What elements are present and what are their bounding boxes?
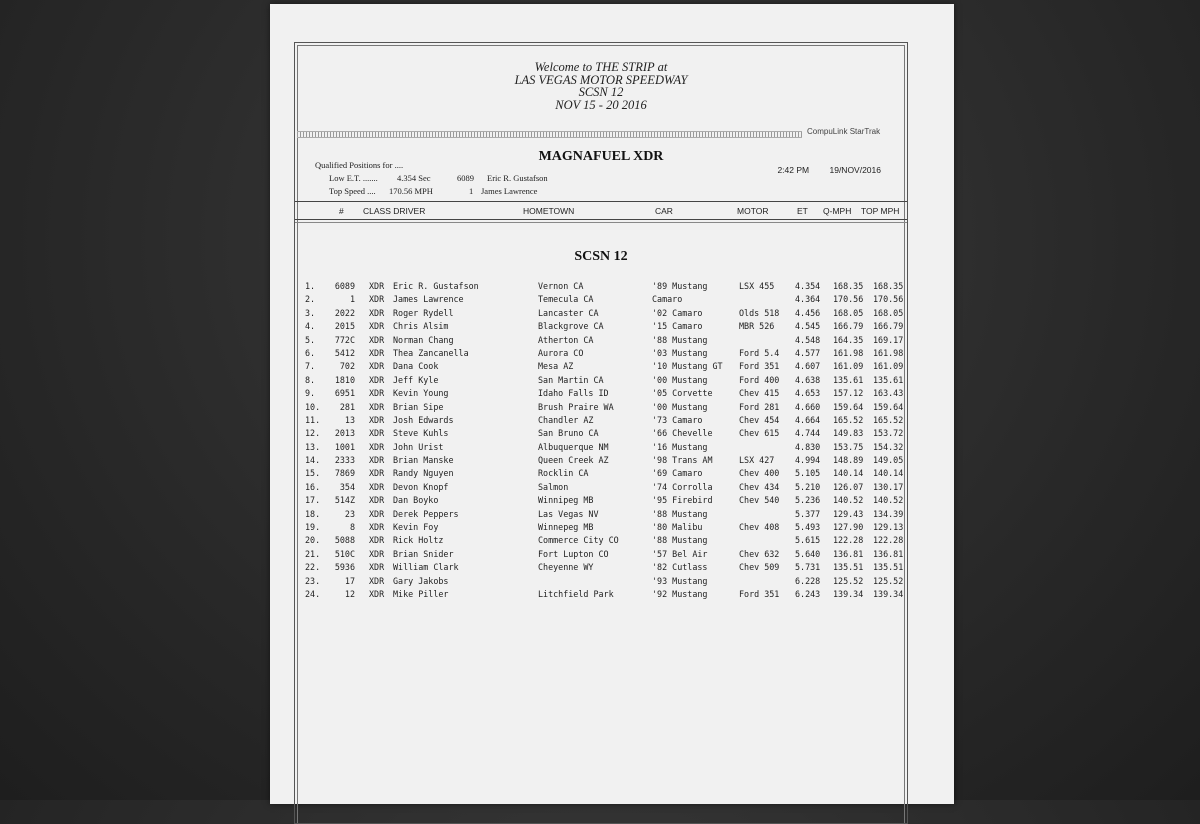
car-number-cell: 1001 <box>334 441 355 452</box>
sheet-frame <box>294 42 908 824</box>
car-number-cell: 1 <box>349 294 355 305</box>
class-cell: XDR <box>369 441 385 452</box>
qmph-cell: 122.28 <box>833 535 864 546</box>
car-cell: '92 Mustang <box>652 588 708 599</box>
qmph-cell: 139.34 <box>833 588 864 599</box>
class-cell: XDR <box>369 307 385 318</box>
header-rule <box>295 219 907 220</box>
position-cell: 11. <box>305 414 321 425</box>
position-cell: 20. <box>305 535 321 546</box>
hometown-cell: Fort Lupton CO <box>538 548 609 559</box>
topmph-cell: 161.09 <box>873 361 904 372</box>
col-header-car: CAR <box>655 206 673 216</box>
et-cell: 4.545 <box>795 321 821 332</box>
topmph-cell: 149.05 <box>873 455 904 466</box>
motor-cell: Ford 281 <box>739 401 780 412</box>
et-cell: 6.228 <box>795 575 821 586</box>
car-cell: '66 Chevelle <box>652 428 713 439</box>
topmph-cell: 135.61 <box>873 374 904 385</box>
section-title: SCSN 12 <box>574 249 628 264</box>
qmph-cell: 164.35 <box>833 334 864 345</box>
class-cell: XDR <box>369 281 385 291</box>
driver-cell: Jeff Kyle <box>393 374 439 385</box>
et-cell: 4.364 <box>795 294 821 305</box>
topmph-cell: 130.17 <box>873 481 904 492</box>
col-header-hometown: HOMETOWN <box>523 206 575 216</box>
table-row <box>295 589 907 602</box>
table-row <box>295 294 907 307</box>
position-cell: 8. <box>305 374 316 385</box>
topmph-cell: 135.51 <box>873 562 904 573</box>
hometown-cell: Temecula CA <box>538 294 594 305</box>
motor-cell: Ford 351 <box>739 588 780 599</box>
driver-cell: Brian Snider <box>393 548 454 559</box>
driver-cell: John Urist <box>393 441 444 452</box>
et-cell: 4.664 <box>795 414 821 425</box>
car-number-cell: 702 <box>339 361 355 372</box>
qmph-cell: 148.89 <box>833 455 864 466</box>
qmph-cell: 170.56 <box>833 294 864 305</box>
class-cell: XDR <box>369 535 385 546</box>
hometown-cell: Atherton CA <box>538 334 594 345</box>
driver-cell: Brian Manske <box>393 455 454 466</box>
driver-cell: Derek Peppers <box>393 508 459 519</box>
car-number-cell: 23 <box>344 508 355 519</box>
position-cell: 19. <box>305 522 321 533</box>
car-number-cell: 2333 <box>334 455 355 466</box>
table-row <box>295 442 907 455</box>
hometown-cell: Litchfield Park <box>538 588 614 599</box>
hometown-cell: Blackgrove CA <box>538 321 604 332</box>
car-cell: '89 Mustang <box>652 281 708 291</box>
car-number-cell: 17 <box>344 575 355 586</box>
driver-cell: Rick Holtz <box>393 535 444 546</box>
car-cell: '69 Camaro <box>652 468 703 479</box>
et-cell: 4.638 <box>795 374 821 385</box>
motor-cell: Chev 509 <box>739 562 780 573</box>
dotted-divider <box>297 131 802 138</box>
topmph-cell: 134.39 <box>873 508 904 519</box>
car-number-cell: 2022 <box>334 307 355 318</box>
col-header-topmph: TOP MPH <box>861 206 900 216</box>
motor-cell: MBR 526 <box>739 321 775 332</box>
hometown-cell: Winnepeg MB <box>538 522 594 533</box>
car-number-cell: 514Z <box>334 495 355 506</box>
position-cell: 3. <box>305 307 316 318</box>
motor-cell: Ford 400 <box>739 374 780 385</box>
et-cell: 4.744 <box>795 428 821 439</box>
table-row <box>295 562 907 575</box>
table-row <box>295 402 907 415</box>
motor-cell: LSX 427 <box>739 455 775 466</box>
class-cell: XDR <box>369 334 385 345</box>
topmph-cell: 168.05 <box>873 307 904 318</box>
car-cell: '15 Camaro <box>652 321 703 332</box>
et-cell: 5.640 <box>795 548 821 559</box>
qmph-cell: 135.51 <box>833 562 864 573</box>
hometown-cell: San Martin CA <box>538 374 604 385</box>
low-et-label: Low E.T. ....... <box>329 173 378 183</box>
hometown-cell: San Bruno CA <box>538 428 599 439</box>
motor-cell: Chev 454 <box>739 414 780 425</box>
car-number-cell: 281 <box>339 401 355 412</box>
motor-cell: Chev 400 <box>739 468 780 479</box>
class-cell: XDR <box>369 414 385 425</box>
topmph-cell: 129.13 <box>873 522 904 533</box>
class-cell: XDR <box>369 374 385 385</box>
col-header-class-driver: CLASS DRIVER <box>363 206 426 216</box>
class-cell: XDR <box>369 468 385 479</box>
position-cell: 12. <box>305 428 321 439</box>
top-speed-driver: James Lawrence <box>481 186 538 196</box>
topmph-cell: 136.81 <box>873 548 904 559</box>
car-number-cell: 2013 <box>334 428 355 439</box>
topmph-cell: 168.35 <box>873 281 904 291</box>
low-et-value: 4.354 Sec <box>397 173 431 183</box>
et-cell: 4.548 <box>795 334 821 345</box>
car-number-cell: 6089 <box>334 281 355 291</box>
table-row <box>295 375 907 388</box>
results-sheet <box>270 4 954 804</box>
position-cell: 17. <box>305 495 321 506</box>
table-row <box>295 321 907 334</box>
car-number-cell: 5412 <box>334 347 355 358</box>
hometown-cell: Rocklin CA <box>538 468 589 479</box>
car-number-cell: 8 <box>349 522 355 533</box>
car-cell: '10 Mustang GT <box>652 361 723 372</box>
position-cell: 7. <box>305 361 316 372</box>
position-cell: 2. <box>305 294 316 305</box>
motor-cell: Olds 518 <box>739 307 780 318</box>
qmph-cell: 161.98 <box>833 347 864 358</box>
car-cell: '03 Mustang <box>652 347 708 358</box>
position-cell: 13. <box>305 441 321 452</box>
car-cell: '95 Firebird <box>652 495 713 506</box>
welcome-header <box>295 61 907 111</box>
car-number-cell: 13 <box>344 414 355 425</box>
motor-cell: LSX 455 <box>739 281 775 291</box>
table-row <box>295 335 907 348</box>
et-cell: 4.456 <box>795 307 821 318</box>
position-cell: 6. <box>305 347 316 358</box>
class-cell: XDR <box>369 428 385 439</box>
driver-cell: Steve Kuhls <box>393 428 449 439</box>
car-cell: '88 Mustang <box>652 535 708 546</box>
qmph-cell: 125.52 <box>833 575 864 586</box>
class-cell: XDR <box>369 575 385 586</box>
table-row <box>295 468 907 481</box>
qmph-cell: 127.90 <box>833 522 864 533</box>
topmph-cell: 165.52 <box>873 414 904 425</box>
car-number-cell: 354 <box>339 481 355 492</box>
et-cell: 4.994 <box>795 455 821 466</box>
position-cell: 18. <box>305 508 321 519</box>
topmph-cell: 170.56 <box>873 294 904 305</box>
qmph-cell: 161.09 <box>833 361 864 372</box>
car-cell: '57 Bel Air <box>652 548 708 559</box>
class-cell: XDR <box>369 508 385 519</box>
motor-cell: Chev 434 <box>739 481 780 492</box>
position-cell: 9. <box>305 388 316 399</box>
position-cell: 1. <box>305 281 316 291</box>
topmph-cell: 139.34 <box>873 588 904 599</box>
timestamp <box>759 165 881 175</box>
table-row <box>295 549 907 562</box>
et-cell: 5.236 <box>795 495 821 506</box>
driver-cell: Devon Knopf <box>393 481 449 492</box>
driver-cell: Brian Sipe <box>393 401 444 412</box>
driver-cell: James Lawrence <box>393 294 464 305</box>
car-cell: '73 Camaro <box>652 414 703 425</box>
et-cell: 4.354 <box>795 281 821 291</box>
position-cell: 15. <box>305 468 321 479</box>
table-row <box>295 576 907 589</box>
position-cell: 23. <box>305 575 321 586</box>
car-cell: '80 Malibu <box>652 522 703 533</box>
table-row <box>295 455 907 468</box>
car-cell: '98 Trans AM <box>652 455 713 466</box>
topmph-cell: 163.43 <box>873 388 904 399</box>
hometown-cell: Winnipeg MB <box>538 495 594 506</box>
topmph-cell: 140.14 <box>873 468 904 479</box>
topmph-cell: 169.17 <box>873 334 904 345</box>
driver-cell: Norman Chang <box>393 334 454 345</box>
qmph-cell: 153.75 <box>833 441 864 452</box>
welcome-line: Welcome to THE STRIP at <box>534 60 668 74</box>
hometown-cell: Las Vegas NV <box>538 508 599 519</box>
header-rule <box>295 222 907 223</box>
car-cell: '00 Mustang <box>652 401 708 412</box>
table-row <box>295 388 907 401</box>
et-cell: 4.577 <box>795 347 821 358</box>
class-cell: XDR <box>369 562 385 573</box>
table-row <box>295 348 907 361</box>
low-et-car-number: 6089 <box>457 173 474 183</box>
qmph-cell: 140.14 <box>833 468 864 479</box>
motor-cell: Chev 632 <box>739 548 780 559</box>
topmph-cell: 154.32 <box>873 441 904 452</box>
class-cell: XDR <box>369 401 385 412</box>
brand-label: CompuLink StarTrak <box>807 127 881 136</box>
qmph-cell: 126.07 <box>833 481 864 492</box>
event-dates: NOV 15 - 20 2016 <box>555 97 647 112</box>
car-cell: '00 Mustang <box>652 374 708 385</box>
car-number-cell: 5936 <box>334 562 355 573</box>
driver-cell: Dana Cook <box>393 361 439 372</box>
qualified-summary <box>315 159 548 198</box>
class-cell: XDR <box>369 388 385 399</box>
hometown-cell: Queen Creek AZ <box>538 455 609 466</box>
hometown-cell: Salmon <box>538 481 569 492</box>
class-cell: XDR <box>369 294 385 305</box>
qmph-cell: 140.52 <box>833 495 864 506</box>
table-row <box>295 535 907 548</box>
driver-cell: Eric R. Gustafson <box>393 281 479 291</box>
top-speed-car-number: 1 <box>469 186 474 196</box>
class-cell: XDR <box>369 455 385 466</box>
car-number-cell: 2015 <box>334 321 355 332</box>
hometown-cell: Chandler AZ <box>538 414 594 425</box>
hometown-cell: Aurora CO <box>538 347 584 358</box>
qmph-cell: 165.52 <box>833 414 864 425</box>
position-cell: 21. <box>305 548 321 559</box>
et-cell: 4.830 <box>795 441 821 452</box>
print-time: 2:42 PM <box>777 165 810 175</box>
qmph-cell: 168.35 <box>833 281 864 291</box>
topmph-cell: 140.52 <box>873 495 904 506</box>
topmph-cell: 161.98 <box>873 347 904 358</box>
position-cell: 4. <box>305 321 316 332</box>
col-header-et: ET <box>797 206 808 216</box>
position-cell: 5. <box>305 334 316 345</box>
qmph-cell: 168.05 <box>833 307 864 318</box>
qmph-cell: 149.83 <box>833 428 864 439</box>
driver-cell: Dan Boyko <box>393 495 439 506</box>
car-number-cell: 7869 <box>334 468 355 479</box>
position-cell: 22. <box>305 562 321 573</box>
topmph-cell: 159.64 <box>873 401 904 412</box>
driver-cell: Gary Jakobs <box>393 575 449 586</box>
et-cell: 5.615 <box>795 535 821 546</box>
table-row <box>295 361 907 374</box>
table-row <box>295 281 907 294</box>
hometown-cell: Lancaster CA <box>538 307 599 318</box>
track-name: LAS VEGAS MOTOR SPEEDWAY <box>514 72 688 87</box>
driver-cell: Chris Alsim <box>393 321 449 332</box>
col-header-motor: MOTOR <box>737 206 769 216</box>
position-cell: 24. <box>305 588 321 599</box>
qmph-cell: 157.12 <box>833 388 864 399</box>
class-cell: XDR <box>369 361 385 372</box>
motor-cell: Ford 351 <box>739 361 780 372</box>
class-cell: XDR <box>369 495 385 506</box>
table-row <box>295 522 907 535</box>
motor-cell: Chev 415 <box>739 388 780 399</box>
driver-cell: Thea Zancanella <box>393 347 469 358</box>
driver-cell: Kevin Young <box>393 388 449 399</box>
et-cell: 4.660 <box>795 401 821 412</box>
table-row <box>295 415 907 428</box>
driver-cell: Josh Edwards <box>393 414 454 425</box>
driver-cell: Randy Nguyen <box>393 468 454 479</box>
low-et-driver: Eric R. Gustafson <box>487 173 548 183</box>
car-number-cell: 1810 <box>334 374 355 385</box>
qmph-cell: 135.61 <box>833 374 864 385</box>
position-cell: 10. <box>305 401 321 412</box>
qmph-cell: 129.43 <box>833 508 864 519</box>
driver-cell: Mike Piller <box>393 588 449 599</box>
et-cell: 5.105 <box>795 468 821 479</box>
motor-cell: Chev 408 <box>739 522 780 533</box>
event-code: SCSN 12 <box>578 85 624 99</box>
hometown-cell: Idaho Falls ID <box>538 388 609 399</box>
print-date: 19/NOV/2016 <box>829 165 881 175</box>
car-cell: '88 Mustang <box>652 334 708 345</box>
car-number-cell: 5088 <box>334 535 355 546</box>
car-cell: '93 Mustang <box>652 575 708 586</box>
qualified-title: Qualified Positions for .... <box>315 160 404 170</box>
class-title: MAGNAFUEL XDR <box>538 149 664 164</box>
car-number-cell: 6951 <box>334 388 355 399</box>
car-cell: '05 Corvette <box>652 388 713 399</box>
car-number-cell: 510C <box>334 548 355 559</box>
hometown-cell: Brush Praire WA <box>538 401 614 412</box>
motor-cell: Chev 540 <box>739 495 780 506</box>
top-speed-label: Top Speed .... <box>329 186 376 196</box>
qmph-cell: 166.79 <box>833 321 864 332</box>
topmph-cell: 122.28 <box>873 535 904 546</box>
motor-cell: Chev 615 <box>739 428 780 439</box>
qmph-cell: 136.81 <box>833 548 864 559</box>
car-number-cell: 12 <box>344 588 355 599</box>
topmph-cell: 166.79 <box>873 321 904 332</box>
class-cell: XDR <box>369 321 385 332</box>
class-cell: XDR <box>369 522 385 533</box>
et-cell: 6.243 <box>795 588 821 599</box>
driver-cell: Kevin Foy <box>393 522 439 533</box>
hometown-cell: Mesa AZ <box>538 361 574 372</box>
topmph-cell: 153.72 <box>873 428 904 439</box>
motor-cell: Ford 5.4 <box>739 347 780 358</box>
car-cell: Camaro <box>652 294 683 305</box>
table-row <box>295 495 907 508</box>
car-cell: '82 Cutlass <box>652 562 708 573</box>
hometown-cell: Vernon CA <box>538 281 584 291</box>
class-cell: XDR <box>369 588 385 599</box>
position-cell: 14. <box>305 455 321 466</box>
hometown-cell: Commerce City CO <box>538 535 619 546</box>
driver-cell: William Clark <box>393 562 459 573</box>
results-table <box>295 281 907 602</box>
class-cell: XDR <box>369 481 385 492</box>
header-rule <box>295 201 907 202</box>
car-number-cell: 772C <box>334 334 355 345</box>
hometown-cell: Albuquerque NM <box>538 441 609 452</box>
et-cell: 5.210 <box>795 481 821 492</box>
car-cell: '88 Mustang <box>652 508 708 519</box>
qmph-cell: 159.64 <box>833 401 864 412</box>
car-cell: '74 Corrolla <box>652 481 713 492</box>
class-cell: XDR <box>369 347 385 358</box>
et-cell: 4.607 <box>795 361 821 372</box>
car-cell: '02 Camaro <box>652 307 703 318</box>
car-cell: '16 Mustang <box>652 441 708 452</box>
col-header-num: # <box>339 206 344 216</box>
class-cell: XDR <box>369 548 385 559</box>
position-cell: 16. <box>305 481 321 492</box>
top-speed-value: 170.56 MPH <box>389 186 433 196</box>
hometown-cell: Cheyenne WY <box>538 562 594 573</box>
topmph-cell: 125.52 <box>873 575 904 586</box>
table-row <box>295 509 907 522</box>
col-header-qmph: Q-MPH <box>823 206 852 216</box>
et-cell: 5.493 <box>795 522 821 533</box>
et-cell: 5.731 <box>795 562 821 573</box>
et-cell: 4.653 <box>795 388 821 399</box>
driver-cell: Roger Rydell <box>393 307 454 318</box>
et-cell: 5.377 <box>795 508 821 519</box>
table-row <box>295 482 907 495</box>
table-row <box>295 308 907 321</box>
table-row <box>295 428 907 441</box>
